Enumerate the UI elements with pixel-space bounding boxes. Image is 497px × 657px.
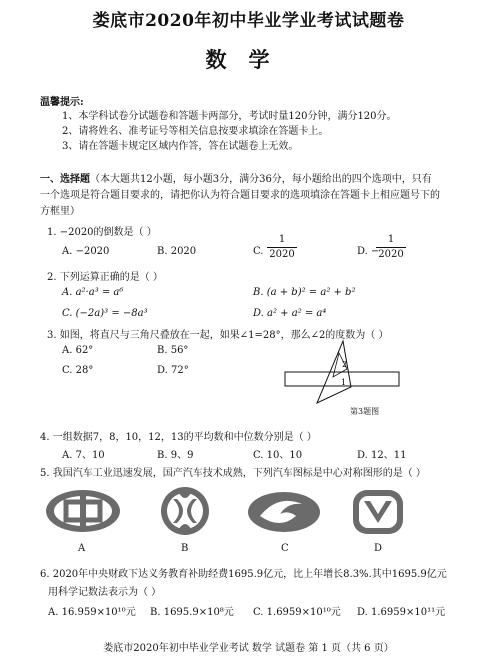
q3-option-c: C. 28° (62, 365, 94, 376)
q3-option-d: D. 72° (157, 365, 189, 376)
q4-option-a: A. 7、10 (62, 450, 105, 461)
q1-c-numerator: 1 (278, 234, 286, 245)
q2-option-c: C. (−2a)³ = −8a³ (62, 308, 148, 319)
q3-figure (283, 337, 403, 407)
q5-stem: 5. 我国汽车工业迅速发展，国产汽车技术成熟，下列汽车图标是中心对称图形的是（ ） (40, 468, 426, 479)
q6-stem-line1: 6. 2020年中央财政下达义务教育补助经费1695.9亿元，比上年增长8.3%.其中1695.9亿元 (40, 569, 447, 580)
tip-item-2: 2、请将姓名、准考证号等相关信息按要求填涂在答题卡上。 (62, 126, 329, 137)
section1-line1 (40, 170, 432, 185)
q4-stem: 4. 一组数据7，8，10，12，13的平均数和中位数分别是（ ） (40, 432, 317, 443)
q6-option-c: C. 1.6959×10¹⁰元 (253, 607, 341, 618)
q1-d-numerator: 1 (387, 234, 395, 245)
q5-label-c: C (281, 543, 289, 554)
q1-option-d-fraction (376, 234, 406, 261)
q6-option-b: B. 1695.9×10⁸元 (150, 607, 234, 618)
q5-label-b: B (181, 543, 189, 554)
q1-d-denominator: 2020 (378, 249, 404, 260)
q1-c-denominator: 2020 (269, 249, 295, 260)
q3-figure-caption: 第3题图 (350, 407, 380, 416)
q5-label-a: A (78, 543, 86, 554)
q1-option-b: B. 2020 (157, 246, 197, 257)
q2-option-d: D. a² + a² = a⁴ (253, 308, 327, 319)
q3-stem: 3. 如图，将直尺与三角尺叠放在一起，如果∠1=28°，那么∠2的度数为（ ） (47, 330, 389, 341)
q1-option-c-label: C. (253, 246, 264, 257)
q3-angle-1-label: 1 (341, 378, 347, 387)
q2-option-a: A. a²·a³ = a⁶ (62, 287, 124, 298)
section1-heading: 一、选择题 (40, 174, 90, 185)
q6-option-a: A. 16.959×10¹⁰元 (48, 607, 136, 618)
q4-option-b: B. 9、9 (157, 450, 194, 461)
page-footer: 娄底市2020年初中毕业学业考试 数学 试题卷 第 1 页（共 6 页） (103, 643, 394, 654)
subject-title: 数学 (205, 47, 292, 72)
fraction-bar (376, 247, 406, 248)
section1-desc-2: 一个选项是符合题目要求的，请把你认为符合题目要求的选项填涂在答题卡上相应题号下的 (40, 190, 440, 201)
q6-option-d: D. 1.6959×10¹¹元 (357, 607, 446, 618)
tip-item-1: 1、本学科试卷分试题卷和答题卡两部分，考试时量120分钟，满分120分。 (62, 111, 397, 122)
tip-item-3: 3、请在答题卡规定区域内作答，答在试题卷上无效。 (62, 141, 299, 152)
tips-heading: 温馨提示: (40, 97, 84, 108)
car-logo-b-icon (159, 485, 211, 537)
q4-option-c: C. 10、10 (253, 450, 303, 461)
q6-stem-line2: 用科学记数法表示为（ ） (48, 587, 162, 598)
car-logo-a-icon (44, 488, 122, 534)
section1-desc-1: （本大题共12小题，每小题3分，满分36分，每小题给出的四个选项中，只有 (90, 174, 432, 185)
q3-angle-2-label: 2 (342, 360, 348, 369)
q2-stem: 2. 下列运算正确的是（ ） (47, 272, 163, 283)
fraction-bar (267, 247, 297, 248)
q1-stem: 1. −2020的倒数是（ ） (47, 227, 157, 238)
q3-option-b: B. 56° (157, 345, 189, 356)
exam-title: 娄底市2020年初中毕业学业考试试题卷 (92, 11, 405, 31)
q1-option-a: A. −2020 (62, 246, 110, 257)
q2-option-b: B. (a + b)² = a² + b² (253, 287, 356, 298)
q5-label-d: D (374, 543, 383, 554)
q3-option-a: A. 62° (62, 345, 94, 356)
car-logo-d-icon (350, 487, 406, 537)
q1-option-c-fraction (267, 234, 297, 261)
q4-option-d: D. 12、11 (357, 450, 407, 461)
car-logo-c-icon (244, 490, 324, 534)
q1-option-d-label: D. − (357, 246, 380, 257)
section1-desc-3: 方框里） (40, 206, 80, 217)
